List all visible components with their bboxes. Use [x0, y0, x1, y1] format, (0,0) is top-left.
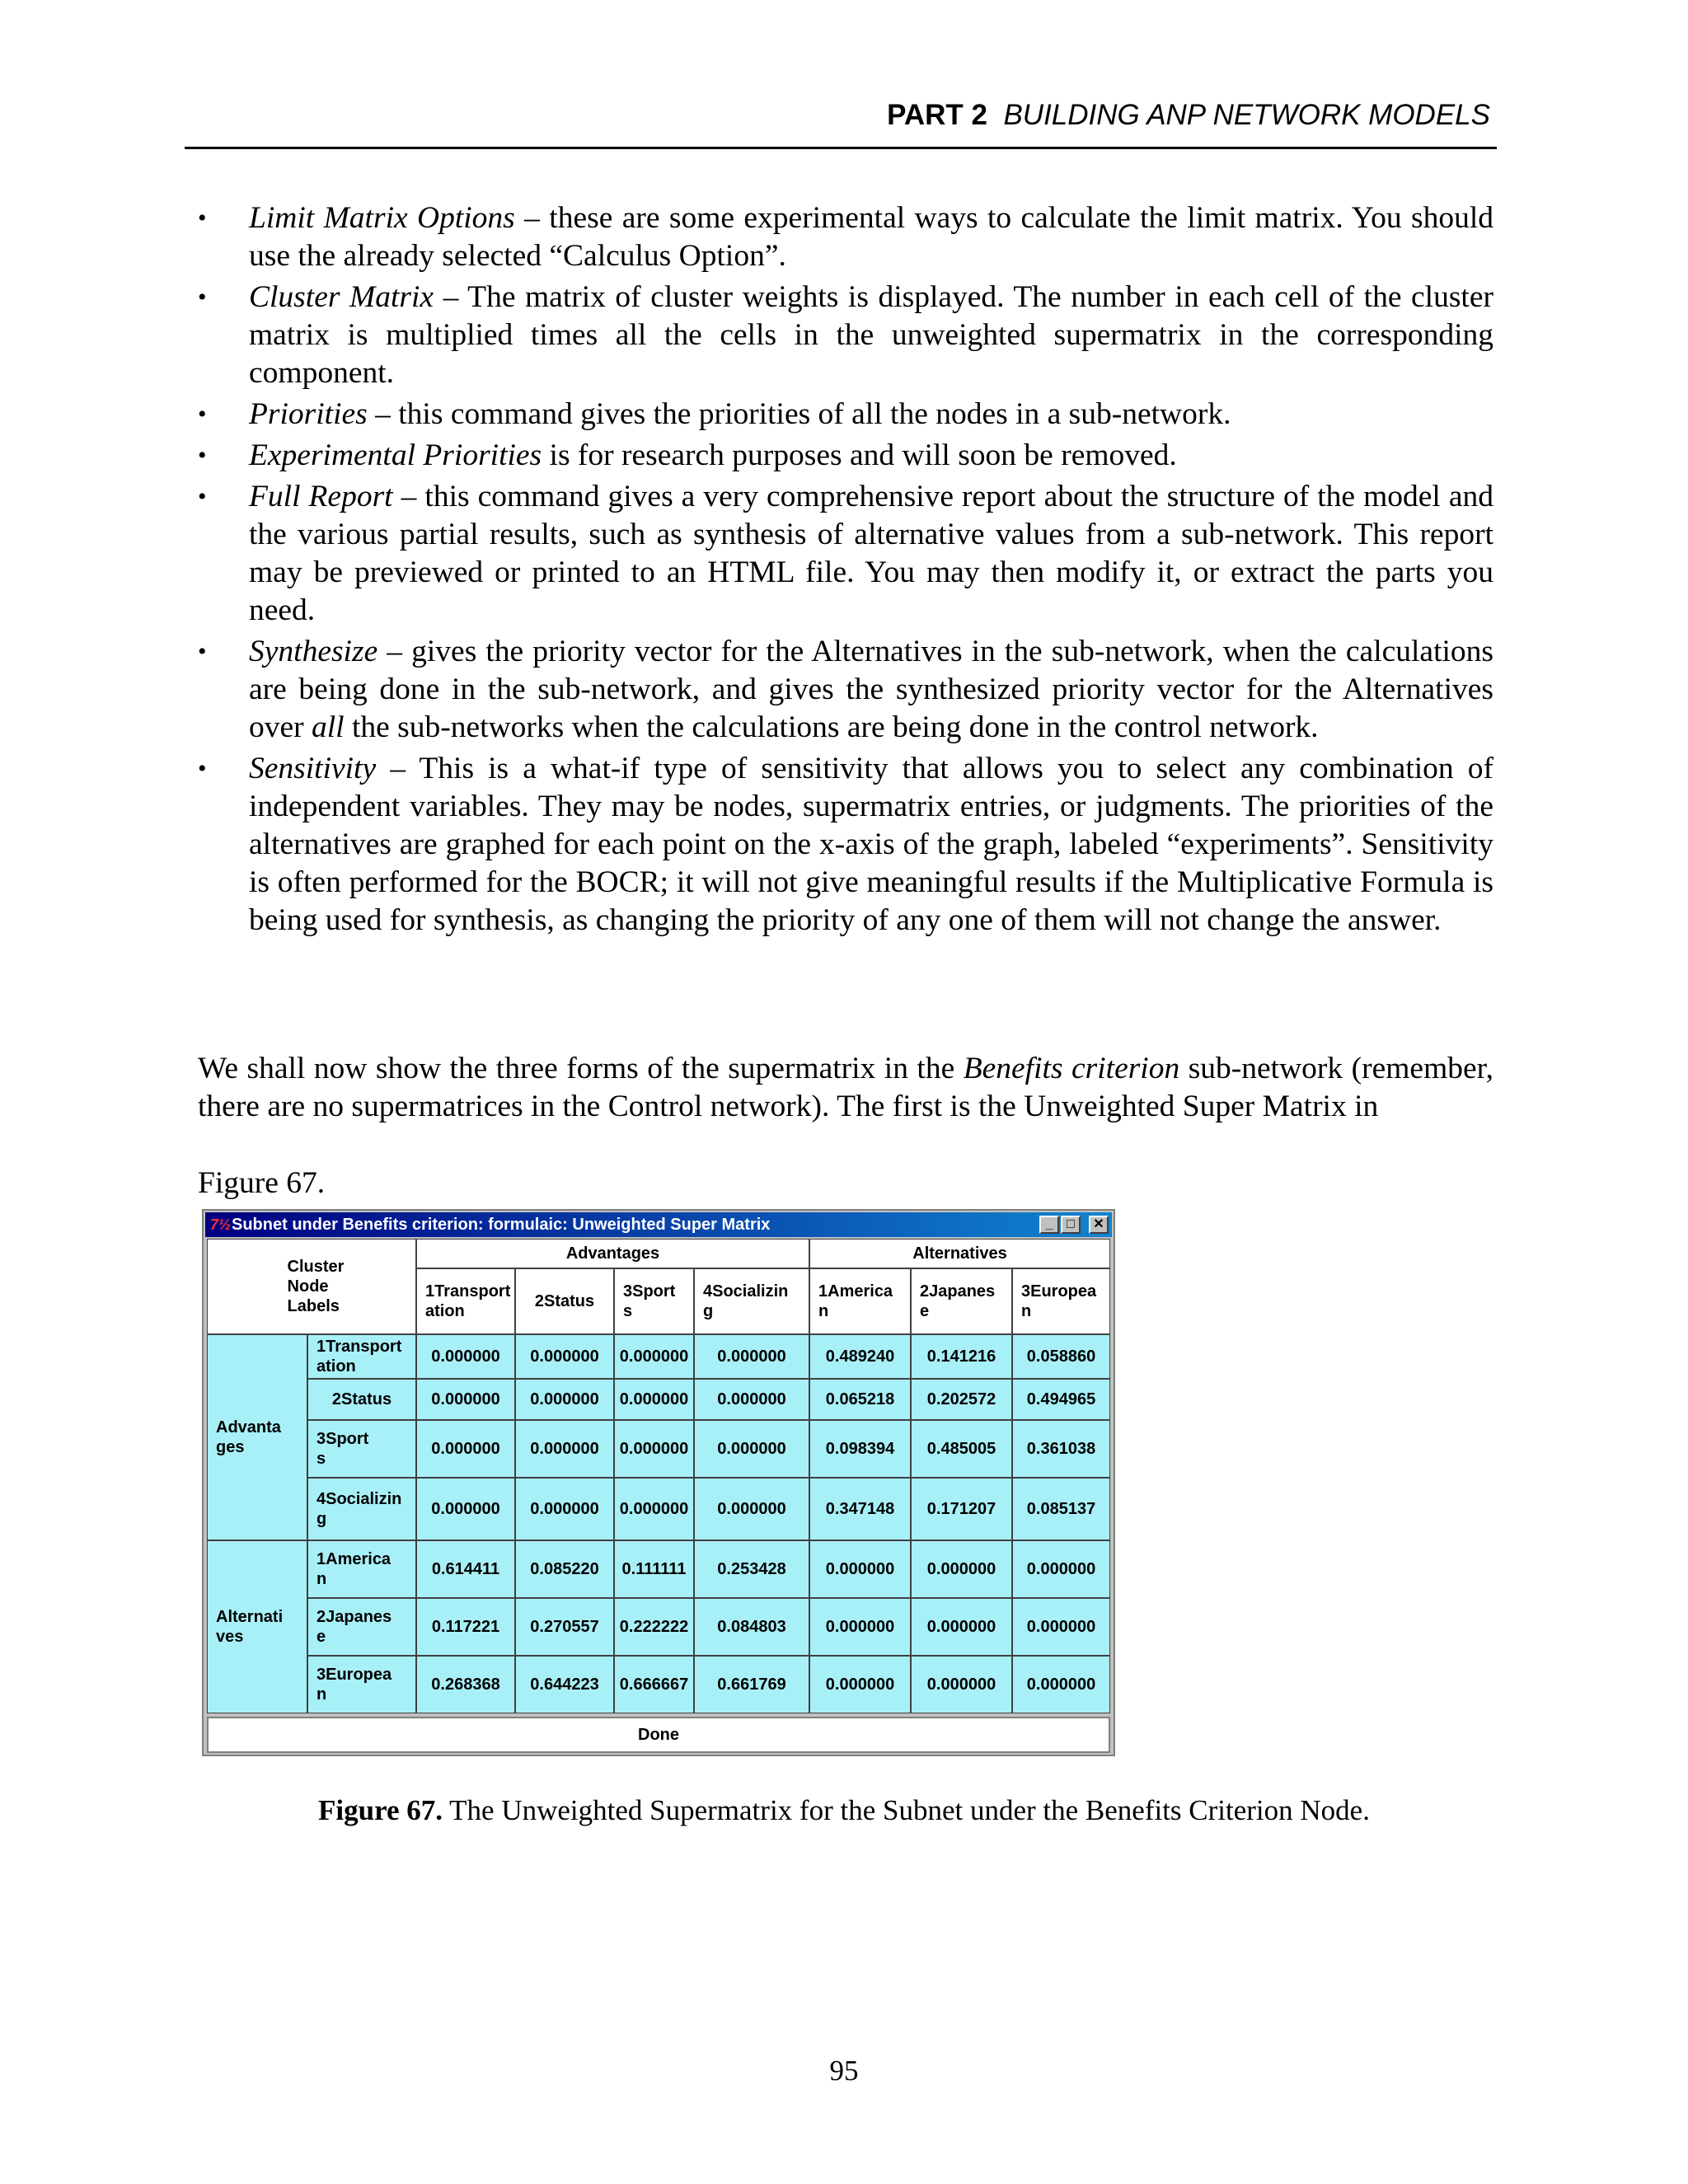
- figure-reference: Figure 67.: [198, 1166, 326, 1200]
- matrix-cell: 0.253428: [694, 1540, 809, 1598]
- matrix-cell: 0.000000: [614, 1334, 694, 1379]
- row-header: 3Europea n: [307, 1656, 416, 1713]
- matrix-cell: 0.494965: [1012, 1379, 1110, 1420]
- list-item: • Full Report – this command gives a very comprehensive report about the structure of the model and the various partial results, such as synthesis of alternative values from a sub-network. This report may be previewed or printed to an HTML file. You may then modify it, or extract the parts you need.: [198, 480, 1493, 627]
- row-header: 4Socializin g: [307, 1478, 416, 1540]
- close-button[interactable]: [1089, 1216, 1109, 1234]
- matrix-cell: 0.000000: [614, 1420, 694, 1478]
- figure-caption: Figure 67. The Unweighted Supermatrix for the Subnet under the Benefits Criterion Node.: [318, 1794, 1370, 1826]
- column-header: 2Japanes e: [911, 1268, 1012, 1334]
- body-paragraph: We shall now show the three forms of the supermatrix in the Benefits criterion sub-network (remember, there are no supermatrices in the Control network). The first is the Unweighted Super Matrix in: [198, 1052, 1494, 1123]
- matrix-cell: 0.485005: [911, 1420, 1012, 1478]
- matrix-cell: 0.000000: [614, 1379, 694, 1420]
- matrix-cell: 0.661769: [694, 1656, 809, 1713]
- corner-label: Cluster Node Labels: [207, 1239, 416, 1334]
- column-header: 1Transport ation: [416, 1268, 515, 1334]
- bullet-icon: •: [198, 638, 207, 665]
- bullet-icon: •: [198, 442, 207, 469]
- list-item: • Limit Matrix Options – these are some experimental ways to calculate the limit matrix. You should use the already selected “Calculus Option”.: [198, 201, 1493, 273]
- window-title: Subnet under Benefits criterion: formulaic: Unweighted Super Matrix: [232, 1216, 771, 1234]
- maximize-icon: □: [1067, 1217, 1075, 1231]
- header-text: [887, 99, 1490, 132]
- column-header: 3Europea n: [1012, 1268, 1110, 1334]
- header-title: BUILDING ANP NETWORK MODELS: [1003, 99, 1490, 131]
- window-title-bar[interactable]: [205, 1212, 1112, 1237]
- row-header: 1Transport ation: [307, 1334, 416, 1379]
- status-bar: Done: [207, 1717, 1110, 1753]
- matrix-cell: 0.000000: [1012, 1656, 1110, 1713]
- matrix-cell: 0.000000: [416, 1478, 515, 1540]
- column-header: 4Socializin g: [694, 1268, 809, 1334]
- matrix-cell: 0.000000: [694, 1478, 809, 1540]
- page-number: 95: [829, 2055, 859, 2087]
- matrix-cell: 0.085137: [1012, 1478, 1110, 1540]
- column-cluster-alternatives: Alternatives: [809, 1239, 1110, 1268]
- matrix-cell: 0.000000: [515, 1420, 614, 1478]
- list-item: • Priorities – this command gives the priorities of all the nodes in a sub-network.: [198, 396, 1493, 434]
- matrix-cell: 0.614411: [416, 1540, 515, 1598]
- matrix-cell: 0.000000: [694, 1334, 809, 1379]
- list-item: • Experimental Priorities is for research purposes and will soon be removed.: [198, 437, 1493, 475]
- matrix-cell: 0.222222: [614, 1598, 694, 1656]
- column-header: 2Status: [515, 1268, 614, 1334]
- row-cluster-alternatives: Alternati ves: [207, 1540, 307, 1713]
- matrix-cell: 0.000000: [694, 1379, 809, 1420]
- list-item: • Sensitivity – This is a what-if type of sensitivity that allows you to select any combination of independent variables. They may be nodes, supermatrix entries, or judgments. The priorities of the alternatives are graphed for each point on the x-axis of the graph, labeled “experiments”. Sensitivity is often performed for the BOCR; it will not give meaningful results if the Multiplicative Formula is being used for synthesis, as changing the priority of any one of them will not change the answer.: [198, 752, 1493, 937]
- matrix-cell: 0.000000: [515, 1334, 614, 1379]
- matrix-cell: 0.000000: [911, 1656, 1012, 1713]
- row-header: 2Japanes e: [307, 1598, 416, 1656]
- matrix-cell: 0.270557: [515, 1598, 614, 1656]
- minimize-icon: _: [1045, 1217, 1053, 1231]
- minimize-button[interactable]: [1039, 1216, 1059, 1234]
- close-icon: ✕: [1093, 1217, 1104, 1231]
- bullet-icon: •: [198, 204, 207, 232]
- matrix-cell: 0.489240: [809, 1334, 911, 1379]
- matrix-cell: 0.000000: [809, 1540, 911, 1598]
- list-item: • Synthesize – gives the priority vector for the Alternatives in the sub-network, when the calculations are being done in the sub-network, and gives the synthesized priority vector for the Alternatives over all the sub-networks when the calculations are being done in the control network.: [198, 635, 1493, 744]
- matrix-cell: 0.268368: [416, 1656, 515, 1713]
- matrix-cell: 0.000000: [694, 1420, 809, 1478]
- supermatrix-table: [207, 1239, 1110, 1713]
- matrix-cell: 0.000000: [1012, 1540, 1110, 1598]
- matrix-cell: 0.666667: [614, 1656, 694, 1713]
- row-cluster-advantages: Advanta ges: [207, 1334, 307, 1540]
- column-cluster-advantages: Advantages: [416, 1239, 809, 1268]
- matrix-cell: 0.000000: [515, 1478, 614, 1540]
- row-header: 2Status: [307, 1379, 416, 1420]
- bullet-icon: •: [198, 755, 207, 782]
- matrix-cell: 0.117221: [416, 1598, 515, 1656]
- matrix-cell: 0.085220: [515, 1540, 614, 1598]
- matrix-cell: 0.084803: [694, 1598, 809, 1656]
- app-icon: 7½: [210, 1216, 232, 1233]
- maximize-button[interactable]: [1061, 1216, 1081, 1234]
- supermatrix-window: [202, 1209, 1115, 1756]
- row-header: 1America n: [307, 1540, 416, 1598]
- matrix-cell: 0.098394: [809, 1420, 911, 1478]
- column-header: 3Sport s: [614, 1268, 694, 1334]
- matrix-cell: 0.202572: [911, 1379, 1012, 1420]
- matrix-cell: 0.644223: [515, 1656, 614, 1713]
- matrix-cell: 0.065218: [809, 1379, 911, 1420]
- matrix-cell: 0.000000: [809, 1598, 911, 1656]
- matrix-cell: 0.058860: [1012, 1334, 1110, 1379]
- matrix-cell: 0.000000: [416, 1334, 515, 1379]
- matrix-cell: 0.361038: [1012, 1420, 1110, 1478]
- matrix-cell: 0.000000: [614, 1478, 694, 1540]
- bullet-icon: •: [198, 483, 207, 510]
- matrix-cell: 0.141216: [911, 1334, 1012, 1379]
- row-header: 3Sport s: [307, 1420, 416, 1478]
- matrix-cell: 0.111111: [614, 1540, 694, 1598]
- bullet-icon: •: [198, 284, 207, 311]
- matrix-cell: 0.000000: [911, 1598, 1012, 1656]
- matrix-cell: 0.000000: [911, 1540, 1012, 1598]
- matrix-cell: 0.000000: [809, 1656, 911, 1713]
- matrix-cell: 0.000000: [515, 1379, 614, 1420]
- page-header: [185, 96, 1497, 149]
- matrix-cell: 0.000000: [416, 1420, 515, 1478]
- command-list: [198, 199, 1493, 943]
- bullet-icon: •: [198, 401, 207, 428]
- matrix-cell: 0.347148: [809, 1478, 911, 1540]
- column-header: 1America n: [809, 1268, 911, 1334]
- list-item: • Cluster Matrix – The matrix of cluster weights is displayed. The number in each cell of the cluster matrix is multiplied times all the cells in the unweighted supermatrix in the corresponding component.: [198, 280, 1493, 390]
- header-part: PART 2: [887, 99, 987, 131]
- matrix-cell: 0.000000: [1012, 1598, 1110, 1656]
- matrix-cell: 0.171207: [911, 1478, 1012, 1540]
- matrix-cell: 0.000000: [416, 1379, 515, 1420]
